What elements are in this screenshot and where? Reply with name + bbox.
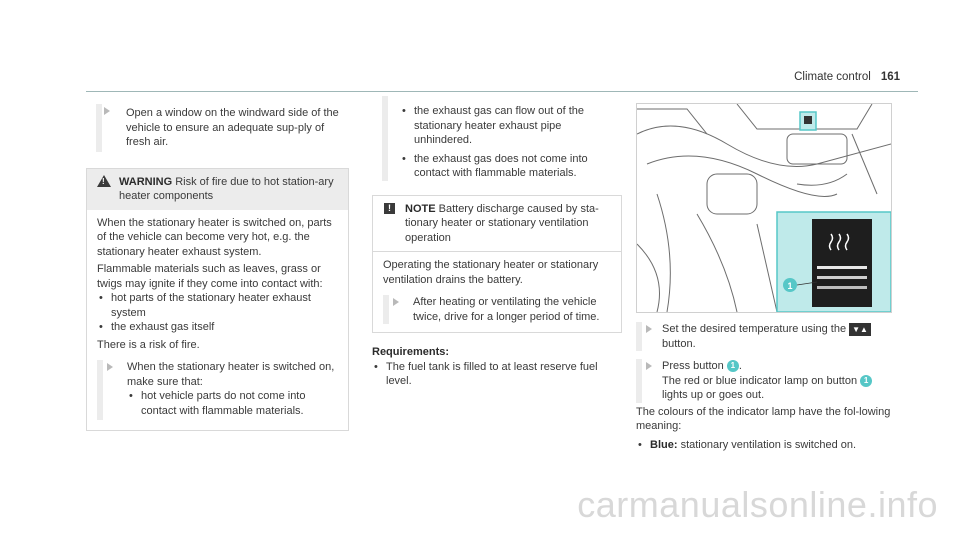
step-bullet: • hot vehicle parts do not come into contact with flammable materials. bbox=[127, 389, 338, 418]
column-2 bbox=[372, 104, 622, 389]
note-step bbox=[383, 295, 611, 324]
watermark: carmanualsonline.info bbox=[577, 484, 938, 526]
note-exclamation-icon: ! bbox=[384, 203, 395, 214]
requirements-label: Requirements: bbox=[372, 346, 450, 359]
step-arrow-icon bbox=[104, 107, 110, 115]
warning-paragraph: Flammable materials such as leaves, grass or twigs may ignite if they come into contact with: bbox=[97, 263, 323, 290]
column-1 bbox=[86, 104, 349, 431]
paragraph: The colours of the indicator lamp have the fol-lowing meaning: bbox=[636, 405, 891, 433]
note-header bbox=[373, 196, 621, 253]
note-box bbox=[372, 195, 622, 334]
warning-step bbox=[97, 360, 338, 420]
temperature-key-icon: ▼▲ bbox=[849, 323, 871, 336]
column-3 bbox=[636, 322, 906, 452]
note-title: Battery discharge caused by sta-tionary heater or stationary ventilation operation bbox=[405, 202, 599, 244]
callout-1: 1 bbox=[787, 281, 793, 291]
note-paragraph: Operating the stationary heater or stationary ventilation drains the battery. bbox=[383, 259, 599, 286]
warning-triangle-icon bbox=[97, 175, 111, 187]
dashboard-illustration bbox=[636, 103, 892, 313]
step-text: When the stationary heater is switched on, make sure that: bbox=[127, 361, 335, 388]
step-arrow-icon bbox=[646, 362, 652, 370]
warning-label: WARNING bbox=[119, 175, 173, 188]
instruction-step bbox=[86, 104, 349, 152]
instruction-step: Press button 1 . The red or blue indicator lamp on button 1 lights up or goes out. bbox=[636, 359, 906, 403]
warning-title: Risk of fire due to hot station-ary heater components bbox=[119, 175, 334, 203]
step-arrow-icon bbox=[646, 325, 652, 333]
warning-paragraph: When the stationary heater is switched on, parts of the vehicle can become very hot, e.g. the stationary heater exhaust system. bbox=[97, 216, 332, 258]
step-arrow-icon bbox=[107, 363, 113, 371]
list-bullet: • the exhaust gas can flow out of the stationary heater exhaust pipe unhindered. bbox=[400, 104, 622, 148]
step-arrow-icon bbox=[393, 298, 399, 306]
warning-bullet: • hot parts of the stationary heater exhaust system bbox=[97, 291, 338, 320]
warning-paragraph: There is a risk of fire. bbox=[97, 338, 200, 351]
list-bullet: • the exhaust gas does not come into contact with flammable materials. bbox=[400, 152, 622, 181]
requirement-bullet: • The fuel tank is filled to at least reserve fuel level. bbox=[372, 360, 622, 389]
step-text: Open a window on the windward side of the vehicle to ensure an adequate sup-ply of fresh air. bbox=[126, 107, 339, 149]
button-1-marker: 1 bbox=[860, 375, 872, 387]
note-body bbox=[373, 252, 621, 332]
warning-box bbox=[86, 168, 349, 432]
instruction-step: Set the desired temperature using the ▼▲ button. bbox=[636, 322, 906, 351]
running-header bbox=[794, 70, 900, 85]
note-label: NOTE bbox=[405, 202, 436, 215]
continued-list bbox=[372, 104, 622, 181]
warning-bullet: • the exhaust gas itself bbox=[97, 320, 338, 335]
step-text: After heating or ventilating the vehicle twice, drive for a longer period of time. bbox=[413, 296, 600, 323]
center-console-drawing bbox=[637, 104, 891, 312]
header-rule bbox=[86, 91, 918, 92]
warning-body bbox=[87, 210, 348, 431]
warning-header bbox=[87, 169, 348, 210]
section-title: Climate control bbox=[794, 71, 871, 83]
requirements bbox=[372, 345, 622, 389]
button-1-marker: 1 bbox=[727, 360, 739, 372]
list-bullet: • Blue: stationary ventilation is switched on. bbox=[636, 438, 906, 453]
page-number: 161 bbox=[880, 71, 900, 83]
